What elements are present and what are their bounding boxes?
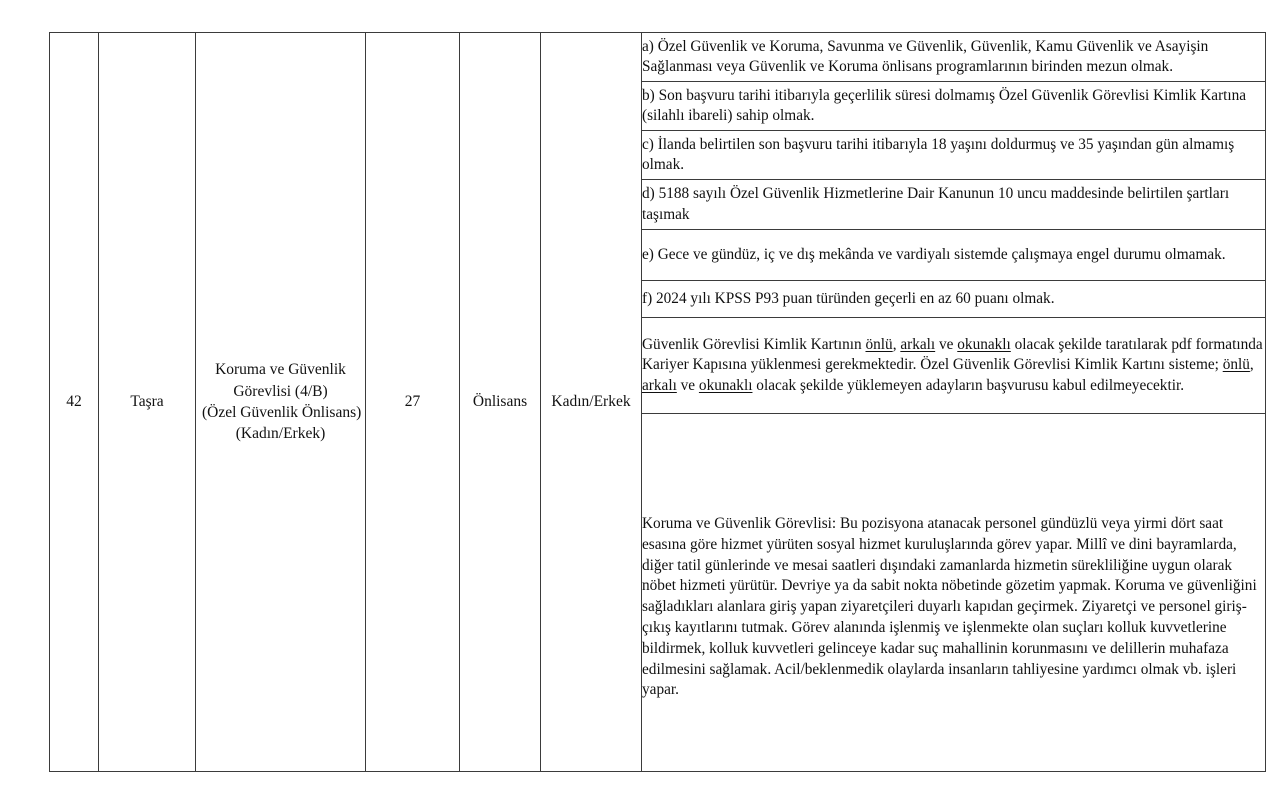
kk-part2: , — [892, 336, 901, 354]
cell-ogrenim: Önlisans — [460, 33, 541, 772]
cell-adet: 27 — [366, 33, 460, 772]
sart-b-text: b) Son başvuru tarihi itibarıyla geçerlilik süresi dolmamış Özel Güvenlik Görevlisi Kimlik Kartına (silahlı ibareli) sahip olmak. — [642, 86, 1247, 124]
cell-sart-b — [642, 82, 1266, 131]
kk-part4: olacak şekilde taratılarak pdf formatında Kariyer Kapısına yüklenmesi gerekmektedir. Özel Güvenlik Görevlisi Kimlik Kartını sisteme; — [642, 336, 1263, 374]
cell-kimlik-karti — [642, 318, 1266, 414]
cell-cinsiyet: Kadın/Erkek — [541, 33, 642, 772]
unvan-line-4: (Kadın/Erkek) — [235, 425, 326, 443]
unvan-line-3: (Özel Güvenlik Önlisans) — [202, 404, 362, 421]
kk-part6: ve — [676, 376, 699, 394]
cell-sart-d — [642, 180, 1266, 230]
unvan-line-1: Koruma ve Güvenlik — [215, 361, 346, 379]
cell-unvan — [196, 33, 366, 772]
cell-teskilat: Taşra — [99, 33, 196, 772]
sart-e-text: e) Gece ve gündüz, iç ve dış mekânda ve vardiyalı sistemde çalışmaya engel durumu olmamak. — [642, 245, 1226, 263]
kk-part7: olacak şekilde yüklemeyen adayların başvurusu kabul edilmeyecektir. — [752, 376, 1185, 394]
gorev-tanimi-text: Koruma ve Güvenlik Görevlisi: Bu pozisyona atanacak personel gündüzlü veya yirmi dört saat esasına göre hizmet yürüten sosyal hizmet kuruluşlarında görev yapar. Millî ve dini bayramlarda, diğer tatil günlerinde ve mesai saatleri dışındaki zamanlarda hizmetin sürekliliğine uygun olarak nöbet hizmeti yürütür. Devriye ya da sabit nokta nöbetinde gözetim yapmak. Koruma ve güvenliğini sağladıkları alanlara giriş yapan ziyaretçileri duyarlı kapıdan geçirmek. Ziyaretçi ve personel giriş-çıkış kayıtlarını tutmak. Görev alanında işlenmiş ve işlenmekte olan suçları kolluk kuvvetlerine bildirmek, kolluk kuvvetleri gelinceye kadar suç mahallinin korunmasını ve delillerin muhafaza edilmesini sağlamak. Acil/beklenmedik olaylarda insanların tahliyesine yardımcı olmak vb. işleri yapar. — [642, 515, 1257, 699]
kadro-table — [49, 32, 1266, 772]
sart-a-text: a) Özel Güvenlik ve Koruma, Savunma ve Güvenlik, Güvenlik, Kamu Güvenlik ve Asayişin Sağlanması veya Güvenlik ve Koruma önlisans programlarının birinden mezun olmak. — [642, 37, 1209, 75]
kk-underline-onlu-2: önlü — [1222, 356, 1250, 374]
kk-part5: , — [1249, 356, 1254, 374]
kk-underline-okunakli-1: okunaklı — [957, 336, 1011, 354]
kk-part1: Güvenlik Görevlisi Kimlik Kartının — [642, 336, 866, 354]
kk-underline-arkali-1: arkalı — [900, 336, 936, 354]
unvan-line-2: Görevlisi (4/B) — [233, 382, 328, 400]
kk-part3: ve — [935, 336, 958, 354]
sart-f-text: f) 2024 yılı KPSS P93 puan türünden geçerli en az 60 puanı olmak. — [642, 289, 1055, 307]
kk-underline-okunakli-2: okunaklı — [698, 376, 753, 394]
sart-c-text: c) İlanda belirtilen son başvuru tarihi itibarıyla 18 yaşını doldurmuş ve 35 yaşından gün almamış olmak. — [642, 135, 1235, 173]
cell-sart-e — [642, 230, 1266, 281]
cell-sart-a — [642, 33, 1266, 82]
cell-sart-c — [642, 131, 1266, 180]
kimlik-karti-text — [642, 335, 1265, 396]
kk-underline-arkali-2: arkalı — [642, 376, 677, 394]
sart-d-text: d) 5188 sayılı Özel Güvenlik Hizmetlerine Dair Kanunun 10 uncu maddesinde belirtilen şartları taşımak — [642, 185, 1230, 223]
table-row — [50, 33, 1266, 82]
cell-sira-no: 42 — [50, 33, 99, 772]
cell-sart-f — [642, 281, 1266, 318]
kk-underline-onlu-1: önlü — [865, 336, 893, 354]
cell-gorev-tanimi — [642, 414, 1266, 772]
